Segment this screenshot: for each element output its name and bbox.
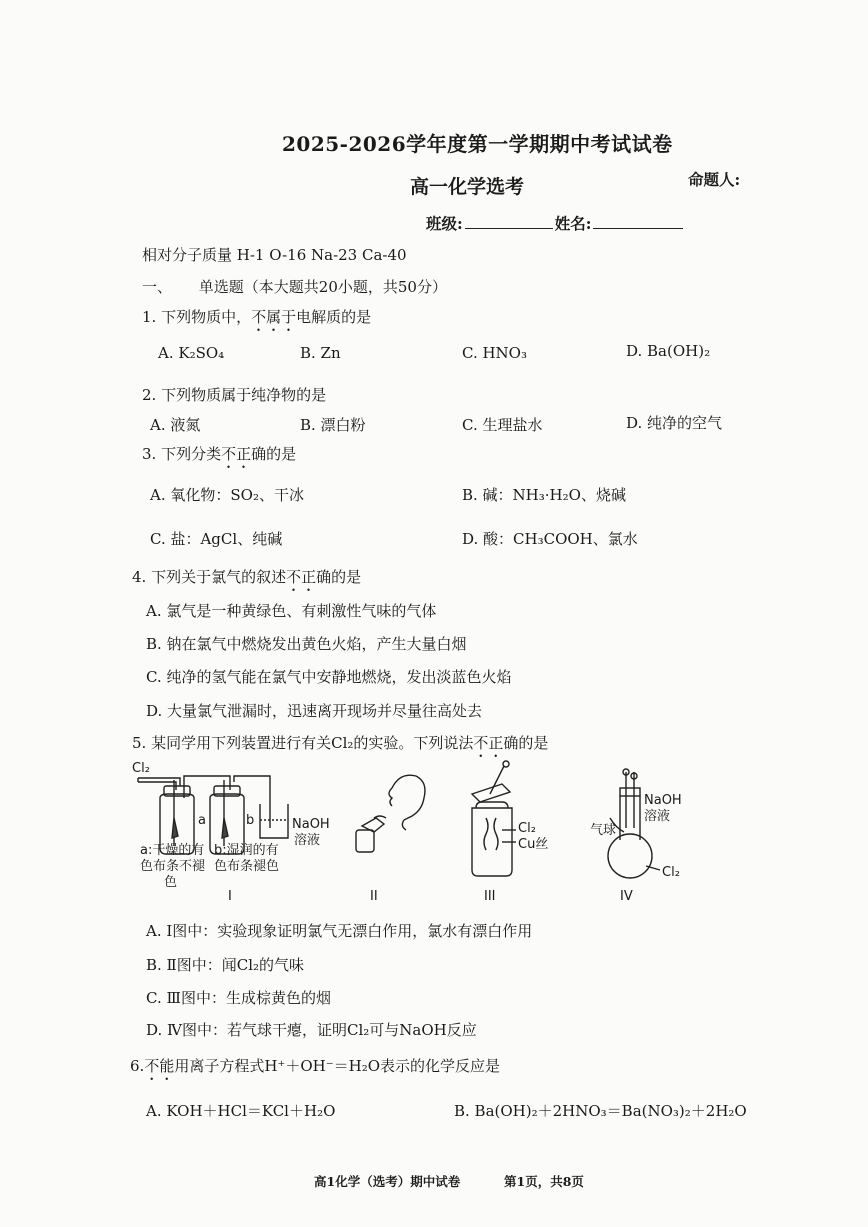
section-title: 单选题（本大题共20小题，共50分） xyxy=(198,278,447,296)
strip-b-desc-2: 色布条褪色 xyxy=(214,859,280,874)
class-label: 班级: xyxy=(426,214,463,233)
section-number: 一、 xyxy=(142,278,173,296)
exam-title: 2025-2026学年度第一学期期中考试试卷 xyxy=(282,132,673,156)
class-field[interactable] xyxy=(426,212,685,234)
name-blank[interactable] xyxy=(593,214,683,229)
q5-option-d[interactable]: D. Ⅳ图中：若气球干瘪，证明Cl₂可与NaOH反应 xyxy=(146,1021,477,1039)
q5-option-c[interactable]: C. Ⅲ图中：生成棕黄色的烟 xyxy=(146,989,331,1007)
q2-option-a[interactable]: A. 液氮 xyxy=(150,416,201,434)
cu-wire-label: Cu丝 xyxy=(518,837,549,852)
q1-option-d[interactable]: D. Ba(OH)₂ xyxy=(626,342,711,360)
cl2-inlet-label: Cl₂ xyxy=(132,761,150,776)
apparatus-3-jar xyxy=(472,761,516,876)
name-label: 姓名: xyxy=(554,214,592,233)
solution-label-2: 溶液 xyxy=(644,809,671,824)
q1-option-b[interactable]: B. Zn xyxy=(300,344,341,362)
q4-option-d[interactable]: D. 大量氯气泄漏时，迅速离开现场并尽量往高处去 xyxy=(146,702,483,720)
roman-ii: II xyxy=(370,889,378,904)
section-heading xyxy=(142,276,447,297)
question-3-stem: 3. 下列分类不正确的是 xyxy=(142,445,297,463)
footer-page: 第1页，共8页 xyxy=(504,1174,584,1189)
flask-cl2-label: Cl₂ xyxy=(662,865,680,880)
q1-option-c[interactable]: C. HNO₃ xyxy=(462,344,527,362)
q4-option-b[interactable]: B. 钠在氯气中燃烧发出黄色火焰，产生大量白烟 xyxy=(146,635,467,653)
experiment-figure xyxy=(130,758,710,908)
question-1-stem: 1. 下列物质中，不属于电解质的是 xyxy=(142,308,372,326)
q5-option-a[interactable]: A. Ⅰ图中：实验现象证明氯气无漂白作用，氯水有漂白作用 xyxy=(146,922,533,940)
author-label: 命题人: xyxy=(688,170,741,189)
solution-label-1: 溶液 xyxy=(294,833,321,848)
strip-b-desc-1: b:湿润的有 xyxy=(214,843,279,858)
apparatus-2-smell xyxy=(356,775,425,852)
q5-option-b[interactable]: B. Ⅱ图中：闻Cl₂的气味 xyxy=(146,956,305,974)
q2-option-b[interactable]: B. 漂白粉 xyxy=(300,416,366,434)
strip-a-label: a xyxy=(198,813,206,828)
class-blank[interactable] xyxy=(465,214,553,229)
footer-course: 高1化学（选考）期中试卷 xyxy=(314,1174,461,1189)
q3-option-b[interactable]: B. 碱：NH₃·H₂O、烧碱 xyxy=(462,486,626,504)
q6-option-a[interactable]: A. KOH＋HCl＝KCl＋H₂O xyxy=(146,1102,336,1120)
strip-b-label: b xyxy=(246,813,255,828)
exam-subtitle: 高一化学选考 xyxy=(410,176,525,198)
strip-a-desc-3: 色 xyxy=(164,875,178,890)
naoh-label-2: NaOH xyxy=(644,793,682,808)
q2-option-d[interactable]: D. 纯净的空气 xyxy=(626,414,723,432)
roman-iv: IV xyxy=(620,889,633,904)
strip-a-desc-2: 色布条不褪 xyxy=(140,859,206,874)
q2-option-c[interactable]: C. 生理盐水 xyxy=(462,416,543,434)
q4-option-a[interactable]: A. 氯气是一种黄绿色、有刺激性气味的气体 xyxy=(146,602,437,620)
q3-option-a[interactable]: A. 氧化物：SO₂、干冰 xyxy=(150,486,304,504)
question-4-stem: 4. 下列关于氯气的叙述不正确的是 xyxy=(132,568,362,586)
q4-option-c[interactable]: C. 纯净的氢气能在氯气中安静地燃烧，发出淡蓝色火焰 xyxy=(146,668,512,686)
q3-option-c[interactable]: C. 盐：AgCl、纯碱 xyxy=(150,530,283,548)
strip-a-desc-1: a:干燥的有 xyxy=(140,843,205,858)
roman-iii: III xyxy=(484,889,496,904)
question-5-stem: 5. 某同学用下列装置进行有关Cl₂的实验。下列说法不正确的是 xyxy=(132,734,549,752)
roman-i: I xyxy=(228,889,232,904)
naoh-label-1: NaOH xyxy=(292,817,330,832)
question-6-stem: 6.不能用离子方程式H⁺＋OH⁻＝H₂O表示的化学反应是 xyxy=(130,1057,501,1075)
jar-cl2-label: Cl₂ xyxy=(518,821,536,836)
question-2-stem: 2. 下列物质属于纯净物的是 xyxy=(142,386,327,404)
q3-option-d[interactable]: D. 酸：CH₃COOH、氯水 xyxy=(462,530,638,548)
q6-option-b[interactable]: B. Ba(OH)₂＋2HNO₃＝Ba(NO₃)₂＋2H₂O xyxy=(454,1102,747,1120)
q1-option-a[interactable]: A. K₂SO₄ xyxy=(158,344,225,362)
balloon-label: 气球 xyxy=(590,823,617,838)
atomic-mass: 相对分子质量 H-1 O-16 Na-23 Ca-40 xyxy=(142,246,407,264)
